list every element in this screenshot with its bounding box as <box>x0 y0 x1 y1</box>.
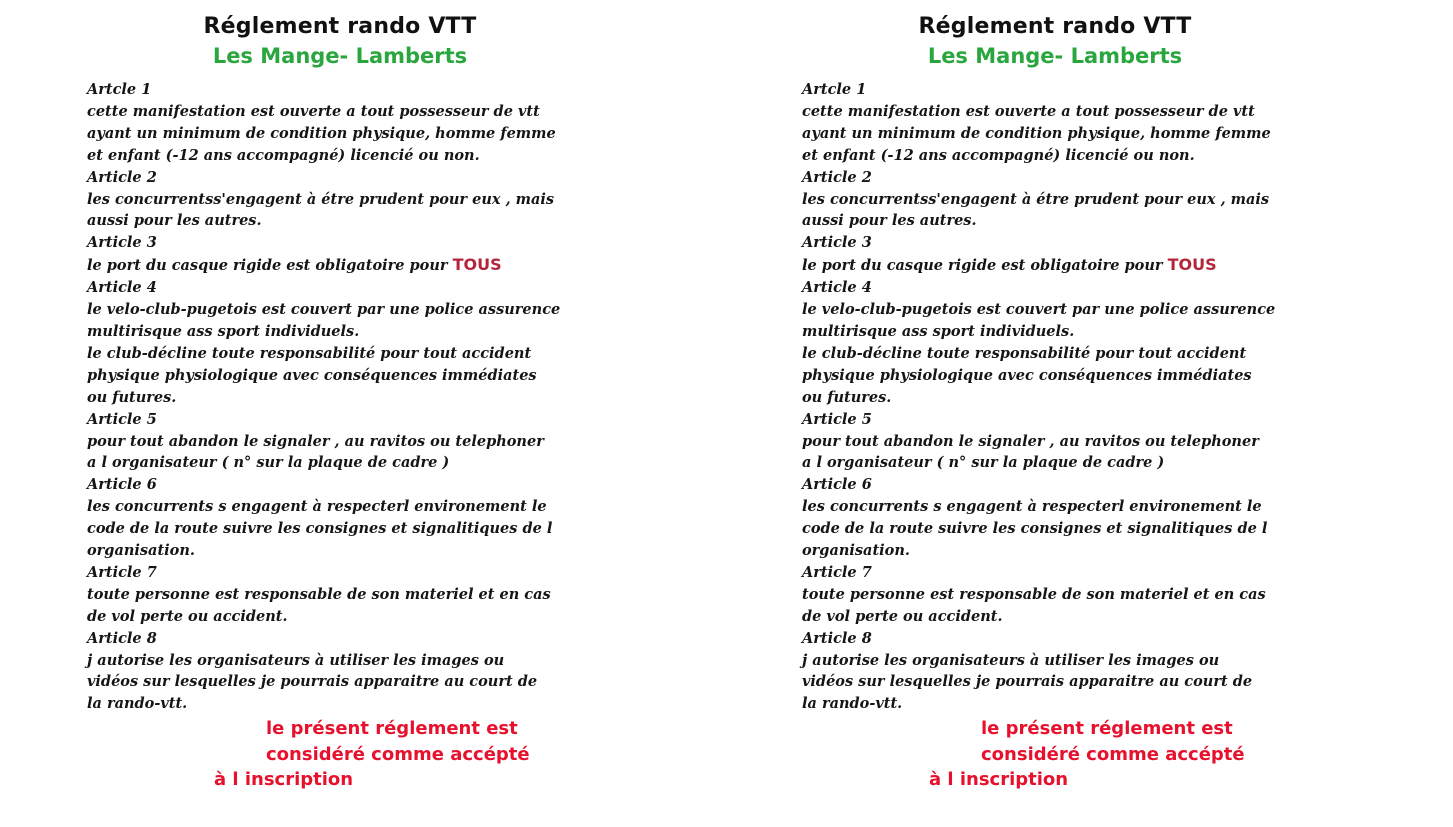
article-2-line: aussi pour les autres. <box>87 212 262 230</box>
notice-line: le présent réglement est <box>981 718 1233 739</box>
article-6-line: organisation. <box>802 542 910 560</box>
article-5-line: a l organisateur ( n° sur la plaque de cadre ) <box>87 454 450 472</box>
article-6-heading: Article 6 <box>802 476 872 494</box>
article-4-line: le velo-club-pugetois est couvert par une police assurence <box>87 301 561 319</box>
article-5-line: pour tout abandon le signaler , au ravitos ou telephoner <box>87 432 544 450</box>
emphasis-tous: TOUS <box>1167 255 1217 275</box>
article-3-heading: Article 3 <box>87 234 157 252</box>
notice-line: à l inscription <box>214 769 354 790</box>
article-4-line: physique physiologique avec conséquences immédiates <box>802 366 1252 384</box>
article-7-line: de vol perte ou accident. <box>87 607 288 625</box>
article-1-line: ayant un minimum de condition physique, homme femme <box>87 124 556 142</box>
article-8-line: j autorise les organisateurs à utiliser les images ou <box>802 651 1220 669</box>
article-8-line: vidéos sur lesquelles je pourrais apparaitre au court de <box>802 673 1253 691</box>
page-subtitle: Les Mange- Lamberts <box>212 44 468 68</box>
article-1-line: ayant un minimum de condition physique, homme femme <box>802 124 1271 142</box>
article-3-text: le port du casque rigide est obligatoire pour <box>87 257 453 275</box>
article-2-line: aussi pour les autres. <box>802 212 977 230</box>
article-8-heading: Article 8 <box>802 629 872 647</box>
article-2-heading: Article 2 <box>87 168 157 186</box>
article-4-heading: Article 4 <box>802 279 872 297</box>
article-1-line: cette manifestation est ouverte a tout possesseur de vtt <box>87 102 540 120</box>
article-6-line: code de la route suivre les consignes et signalitiques de l <box>87 520 553 538</box>
rules-page-right <box>795 0 1415 827</box>
article-5-line: a l organisateur ( n° sur la plaque de cadre ) <box>802 454 1165 472</box>
article-1-heading: Artcle 1 <box>87 81 152 98</box>
article-4-heading: Article 4 <box>87 279 157 297</box>
article-4-line: le velo-club-pugetois est couvert par une police assurence <box>802 301 1276 319</box>
article-7-heading: Article 7 <box>87 563 157 581</box>
article-8-heading: Article 8 <box>87 629 157 647</box>
article-4-line: physique physiologique avec conséquences immédiates <box>87 366 537 384</box>
article-2-heading: Article 2 <box>802 168 872 186</box>
notice-line: à l inscription <box>929 769 1069 790</box>
article-4-line: multirisque ass sport individuels. <box>87 322 360 340</box>
article-2-line: les concurrentss'engagent à étre prudent pour eux , mais <box>802 190 1270 208</box>
article-3-heading: Article 3 <box>802 234 872 252</box>
article-6-line: les concurrents s engagent à respecterl environement le <box>87 498 547 516</box>
notice-line: considéré comme accépté <box>981 744 1245 765</box>
page-title: Réglement rando VTT <box>203 14 477 39</box>
article-7-line: de vol perte ou accident. <box>802 607 1003 625</box>
article-1-heading: Artcle 1 <box>802 81 867 98</box>
rules-body <box>802 79 1402 715</box>
rules-page-left <box>80 0 700 827</box>
article-6-line: organisation. <box>87 542 195 560</box>
article-6-heading: Article 6 <box>87 476 157 494</box>
article-8-line: la rando-vtt. <box>87 695 188 713</box>
article-4-line: ou futures. <box>802 388 892 406</box>
article-7-line: toute personne est responsable de son materiel et en cas <box>802 585 1266 603</box>
article-7-heading: Article 7 <box>802 563 872 581</box>
page-subtitle: Les Mange- Lamberts <box>927 44 1183 68</box>
rules-body <box>87 79 687 715</box>
article-4-line: le club-décline toute responsabilité pour tout accident <box>87 344 532 362</box>
article-3-line <box>87 254 687 277</box>
article-1-line: cette manifestation est ouverte a tout possesseur de vtt <box>802 102 1255 120</box>
article-8-line: vidéos sur lesquelles je pourrais apparaitre au court de <box>87 673 538 691</box>
article-4-line: le club-décline toute responsabilité pour tout accident <box>802 344 1247 362</box>
notice-line: le présent réglement est <box>266 718 518 739</box>
article-7-line: toute personne est responsable de son materiel et en cas <box>87 585 551 603</box>
article-5-heading: Article 5 <box>87 410 157 428</box>
article-8-line: la rando-vtt. <box>802 695 903 713</box>
article-1-line: et enfant (-12 ans accompagné) licencié ou non. <box>87 146 480 164</box>
article-4-line: ou futures. <box>87 388 177 406</box>
article-8-line: j autorise les organisateurs à utiliser les images ou <box>87 651 505 669</box>
emphasis-tous: TOUS <box>452 255 502 275</box>
article-2-line: les concurrentss'engagent à étre prudent pour eux , mais <box>87 190 555 208</box>
page-title: Réglement rando VTT <box>918 14 1192 39</box>
article-3-text: le port du casque rigide est obligatoire pour <box>802 257 1168 275</box>
article-5-heading: Article 5 <box>802 410 872 428</box>
article-1-line: et enfant (-12 ans accompagné) licencié ou non. <box>802 146 1195 164</box>
article-5-line: pour tout abandon le signaler , au ravitos ou telephoner <box>802 432 1259 450</box>
article-3-line <box>802 254 1402 277</box>
notice-line: considéré comme accépté <box>266 744 530 765</box>
article-6-line: les concurrents s engagent à respecterl environement le <box>802 498 1262 516</box>
article-6-line: code de la route suivre les consignes et signalitiques de l <box>802 520 1268 538</box>
article-4-line: multirisque ass sport individuels. <box>802 322 1075 340</box>
